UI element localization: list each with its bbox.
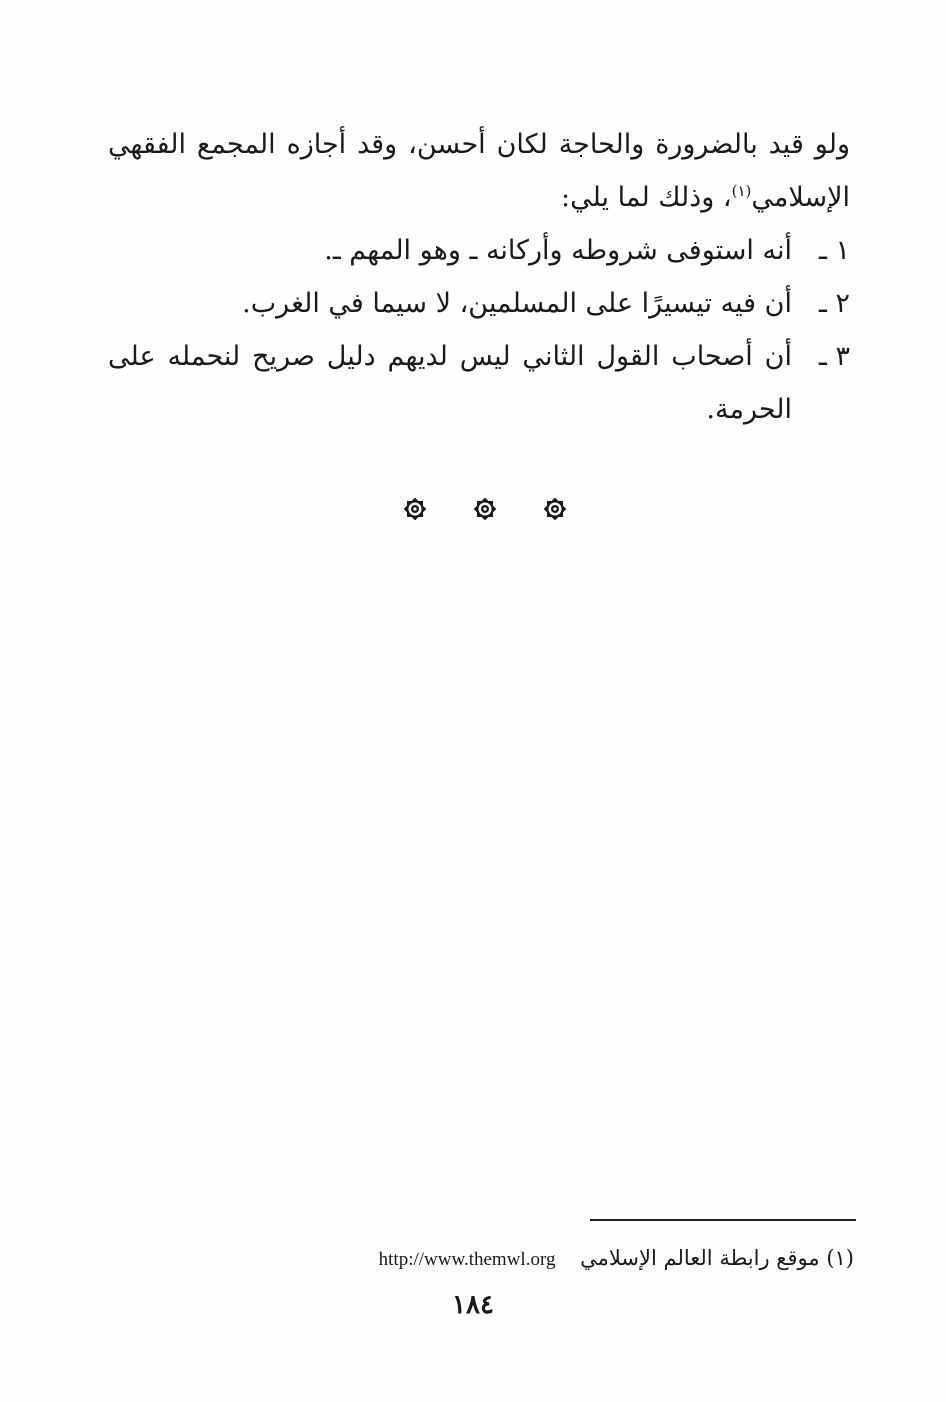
footnote-marker: (١)	[826, 1246, 854, 1270]
list-text: أنه استوفى شروطه وأركانه ـ وهو المهم ـ.	[324, 235, 792, 266]
intro-line-1: ولو قيد بالضرورة والحاجة لكان أحسن، وقد أجازه المجمع الفقهي	[108, 129, 850, 160]
ornament-icon	[400, 494, 430, 524]
intro-line-2: الإسلامي$^{(١)}$، وذلك لما يلي:	[560, 182, 850, 213]
ornament-icon	[540, 494, 570, 524]
list-number: ١ ـ	[818, 235, 850, 266]
footnote	[379, 1238, 854, 1280]
footnote-text: موقع رابطة العالم الإسلامي	[580, 1246, 820, 1270]
intro-paragraph	[108, 118, 850, 224]
list-item-2	[108, 277, 850, 330]
list-text: أن أصحاب القول الثاني ليس لديهم دليل صريح لنحمله على الحرمة.	[108, 341, 792, 425]
main-text	[108, 118, 850, 436]
page-number: ١٨٤	[452, 1290, 494, 1320]
section-divider	[400, 492, 570, 526]
footnote-link[interactable]: http://www.themwl.org	[378, 1249, 556, 1270]
ornament-icon	[470, 494, 500, 524]
footnote-separator	[590, 1219, 856, 1221]
list-number: ٣ ـ	[818, 341, 850, 372]
footnote-reference[interactable]: (١)	[731, 182, 752, 200]
list-number: ٢ ـ	[818, 288, 850, 319]
list-item-1	[108, 224, 850, 277]
list-text: أن فيه تيسيرًا على المسلمين، لا سيما في الغرب.	[242, 288, 792, 319]
list-item-3	[108, 330, 850, 436]
